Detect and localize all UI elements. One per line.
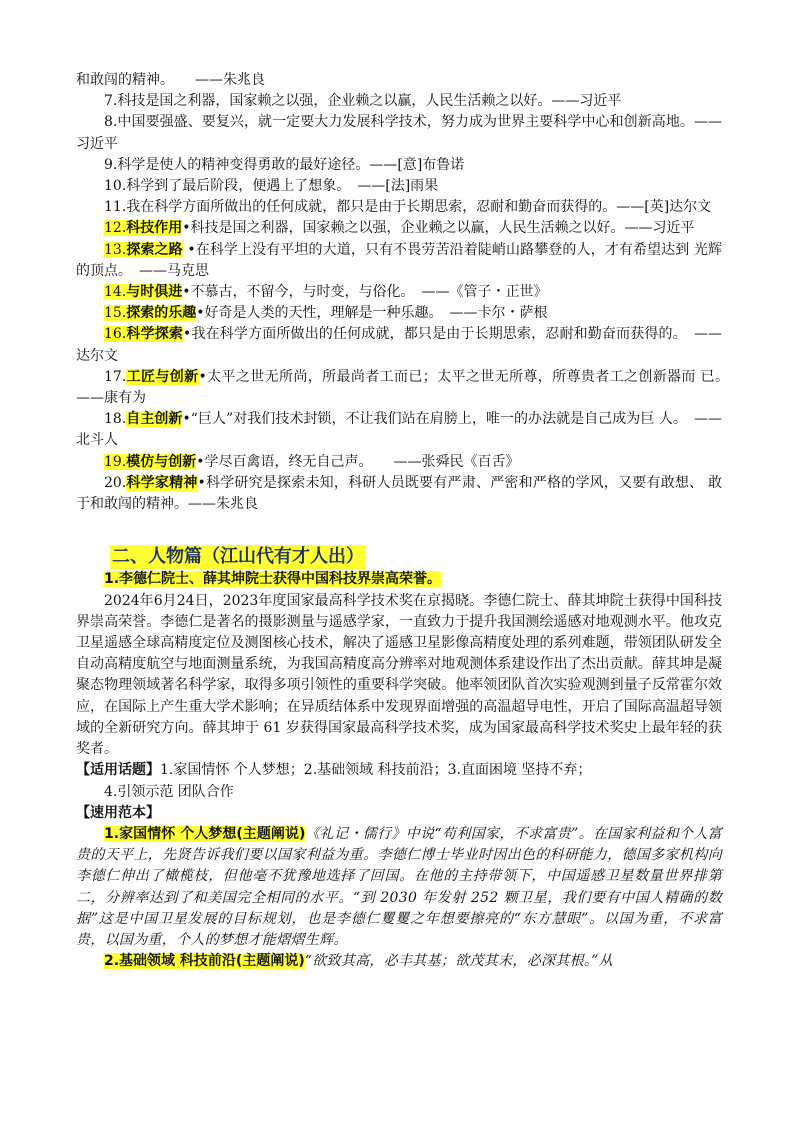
quote-text: •在科学上没有平坦的大道，只有不畏劳苦沿着陡峭山路攀登的人，才有希望达到 光辉的顶点。 ——马克思	[76, 241, 723, 279]
quote-topic-tag: 探索之路	[126, 241, 183, 258]
example-text: 《礼记・儒行》中说“苟利国家，不求富贵”。在国家利益和个人富贵的天平上，先贤告诉我们要以国家利益为重。李德仁博士毕业时因出色的科研能力，德国多家机构向李德仁伸出了橄榄枝，但他毫不犹豫地选择了回国。在他的主持带领下，中国遥感卫星数量世界排第二，分辨率达到了和美国完全相同的水平。“到 2030 年发射 252 颗卫星，我们要有中国人精确的数据”这是中国卫星发展的目标规划，也是李德仁矍矍之年想要擦亮的“东方慧眼”。以国为重，不求富贵，以国为重，个人的梦想才能熠熠生辉。	[76, 825, 723, 948]
example-text: “欲致其高，必丰其基；欲茂其末，必深其根。”从	[304, 953, 613, 970]
quote-18	[76, 409, 722, 451]
subsection-title: 1.李德仁院士、薛其坤院士获得中国科技界崇高荣誉。	[104, 571, 442, 588]
section-title: 二、人物篇（江山代有才人出）	[112, 546, 364, 568]
quote-number: 20.	[104, 474, 127, 491]
quote-text: •不慕古，不留今，与时变，与俗化。 ——《管子・正世》	[182, 284, 548, 301]
quote-topic-tag: 探索的乐趣	[126, 305, 197, 322]
quote-12	[76, 218, 722, 239]
topics-label: 【适用话题】	[76, 762, 160, 779]
quote-11: 11.我在科学方面所做出的任何成就，都只是由于长期思索，忍耐和勤奋而获得的。——[英]达尔文	[104, 199, 712, 216]
quote-10: 10.科学到了最后阶段，便遇上了想象。 ——[法]雨果	[104, 178, 439, 195]
quote-number: 14.	[104, 284, 127, 301]
example-tag: 1.家国情怀 个人梦想(主题阐说)	[104, 825, 306, 842]
quote-text: •好奇是人类的天性，理解是一种乐趣。 ——卡尔・萨根	[196, 305, 548, 322]
quote-number: 17.	[104, 368, 127, 385]
quote-text: •学尽百禽语，终无自己声。 ——张舜民《百舌》	[196, 453, 520, 470]
quote-topic-tag: 科技作用	[126, 220, 183, 237]
topics-line-2: 4.引领示范 团队合作	[104, 783, 234, 800]
spacer	[76, 515, 722, 545]
example-1	[76, 824, 722, 951]
quote-9: 9.科学是使人的精神变得勇敢的最好途径。——[意]布鲁诺	[104, 156, 465, 173]
quote-number: 16.	[104, 326, 127, 343]
quote-14	[76, 282, 722, 303]
subsection-heading	[76, 569, 722, 590]
quote-topic-tag: 模仿与创新	[126, 453, 197, 470]
quote-8: 8.中国要强盛、要复兴，就一定要大力发展科学技术，努力成为世界主要科学中心和创新高地。——习近平	[76, 114, 722, 152]
quote-13	[76, 240, 722, 282]
quote-17	[76, 367, 737, 409]
quote-text: •“巨人”对我们技术封锁，不让我们站在肩膀上，唯一的办法就是自己成为巨 人。 ——北斗人	[76, 411, 722, 449]
quote-19	[76, 452, 722, 473]
quote-6-tail: 和敢闯的精神。 ——朱兆良	[76, 72, 265, 88]
quote-15	[76, 303, 722, 324]
quote-number: 18.	[104, 411, 127, 428]
quote-number: 12.	[104, 220, 127, 237]
usage-label: 【速用范本】	[76, 804, 160, 821]
quote-16	[76, 324, 722, 366]
quote-number: 15.	[104, 305, 127, 322]
quote-number: 13.	[104, 241, 127, 258]
quote-7: 7.科技是国之利器，国家赖之以强，企业赖之以赢，人民生活赖之以好。——习近平	[104, 93, 622, 110]
quote-text: •科学研究是探索未知，科研人员既要有严肃、严密和严格的学风，又要有敢想、 敢于和敢闯的精神。——朱兆良	[76, 474, 722, 513]
quote-text: •太平之世无所尚，所最尚者工而已；太平之世无所尊，所尊贵者工之创新器而 已。 ——康有为	[76, 368, 737, 407]
quote-topic-tag: 科学探索	[126, 326, 184, 343]
document-page	[76, 70, 737, 972]
quote-text: •科技是国之利器，国家赖之以强，企业赖之以赢，人民生活赖之以好。——习近平	[182, 220, 695, 237]
topics-line	[76, 760, 722, 781]
topics-text: 1.家国情怀 个人梦想；2.基础领域 科技前沿；3.直面困境 坚持不弃；	[160, 762, 592, 779]
quote-number: 19.	[104, 453, 127, 470]
quote-20	[76, 473, 722, 515]
example-2	[76, 951, 722, 972]
body-paragraph: 2024年6月24日，2023年度国家最高科学技术奖在京揭晓。李德仁院士、薛其坤院士获得中国科技界崇高荣誉。李德仁是著名的摄影测量与遥感学家，一直致力于提升我国测绘遥感对地观测水平。他攻克卫星遥感全球高精度定位及测图核心技术，解决了遥感卫星影像高精度处理的系列难题，带领团队研发全自动高精度航空与地面测量系统，为我国高精度高分辨率对地观测体系建设作出了杰出贡献。薛其坤是凝聚态物理领域著名科学家，取得多项引领性的重要科学突破。他率领团队首次实验观测到量子反常霍尔效应，在国际上产生重大学术影响；在异质结体系中发现界面增强的高温超导电性，开启了国际高温超导领域的全新研究方向。薛其坤于 61 岁获得国家最高科学技术奖，成为国家最高科学技术奖史上最年轻的获奖者。	[76, 592, 722, 758]
quote-topic-tag: 自主创新	[126, 411, 183, 428]
quote-text: •我在科学方面所做出的任何成就，都只是由于长期思索，忍耐和勤奋而获得的。 ——达尔文	[76, 326, 723, 364]
quote-topic-tag: 工匠与创新	[126, 368, 199, 385]
example-tag: 2.基础领域 科技前沿(主题阐说)	[104, 953, 305, 970]
quote-topic-tag: 科学家精神	[126, 474, 198, 491]
quote-topic-tag: 与时俱进	[126, 284, 183, 301]
